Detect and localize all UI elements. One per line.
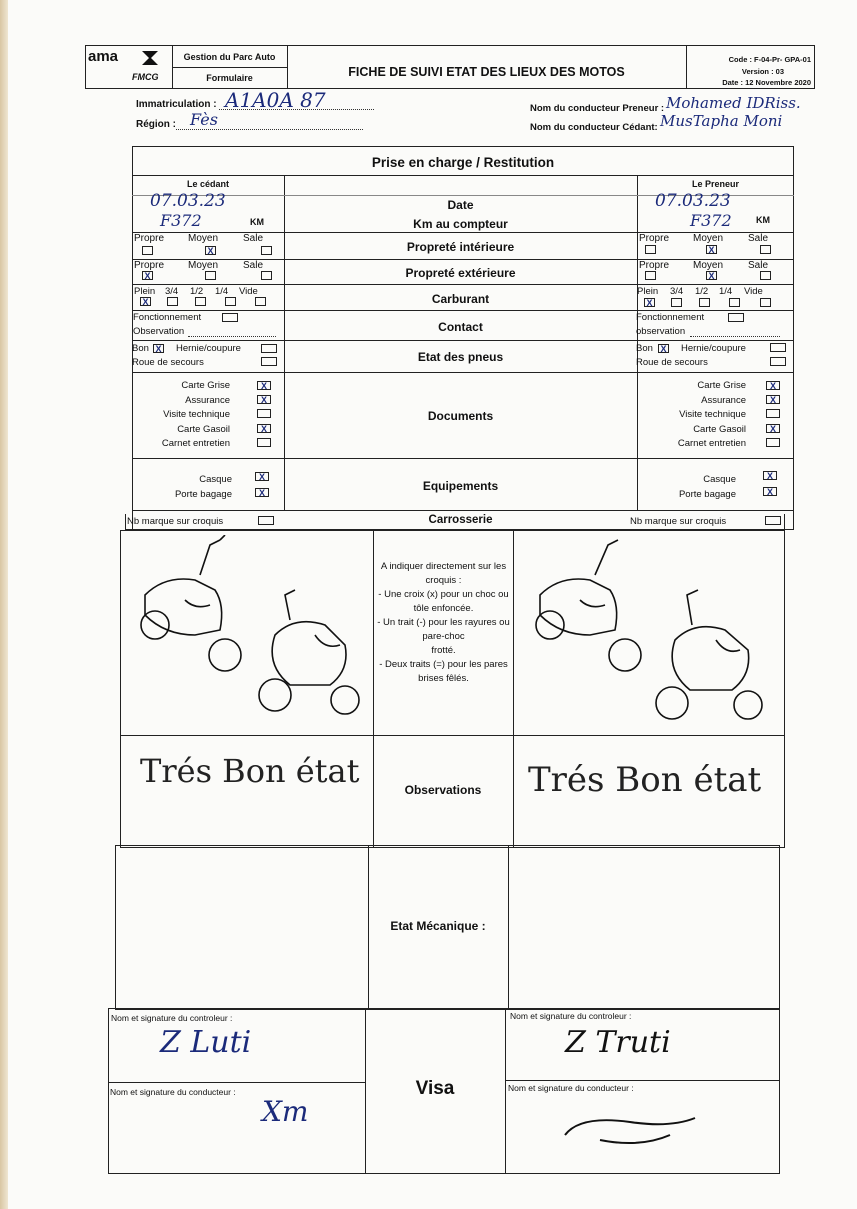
doc-type: Formulaire bbox=[206, 73, 253, 83]
right-controleur-label: Nom et signature du controleur : bbox=[510, 1011, 632, 1021]
pneus-label: Etat des pneus bbox=[417, 350, 504, 364]
left-ext-moyen-checkbox[interactable] bbox=[205, 271, 216, 280]
left-carte-grise-checkbox[interactable]: X bbox=[257, 381, 271, 390]
cedant-label: Nom du conducteur Cédant: bbox=[530, 122, 658, 133]
preneur-header: Le Preneur bbox=[691, 179, 740, 189]
cedant-header: Le cédant bbox=[186, 179, 229, 189]
right-fuel-plein-checkbox[interactable]: X bbox=[644, 298, 655, 307]
right-porte-bagage-label: Porte bagage bbox=[678, 489, 736, 500]
right-contact-checkbox[interactable] bbox=[728, 313, 744, 322]
right-ext-sale-checkbox[interactable] bbox=[760, 271, 771, 280]
left-assurance-checkbox[interactable]: X bbox=[257, 395, 271, 404]
department: Gestion du Parc Auto bbox=[183, 52, 276, 62]
proprete-ext-label: Propreté extérieure bbox=[405, 266, 516, 280]
right-pneu-hernie-checkbox[interactable] bbox=[770, 343, 786, 352]
immat-value: A1A0A 87 bbox=[225, 88, 326, 112]
right-observation-text: Trés Bon état bbox=[528, 760, 762, 800]
equipements-label: Equipements bbox=[422, 479, 499, 493]
left-conducteur-signature: Xm bbox=[262, 1095, 309, 1128]
left-controleur-label: Nom et signature du controleur : bbox=[111, 1013, 233, 1023]
doc-date: Date : 12 Novembre 2020 bbox=[722, 78, 811, 87]
cedant-value: MusTapha Moni bbox=[660, 112, 783, 130]
right-assurance-checkbox[interactable]: X bbox=[766, 395, 780, 404]
right-conducteur-signature bbox=[560, 1110, 700, 1150]
left-casque-checkbox[interactable]: X bbox=[255, 472, 269, 481]
right-pneu-bon-checkbox[interactable]: X bbox=[658, 344, 669, 353]
doc-version: Version : 03 bbox=[741, 67, 784, 76]
preneur-date: 07.03.23 bbox=[655, 191, 731, 211]
right-fuel-vide-checkbox[interactable] bbox=[760, 298, 771, 307]
right-porte-bagage-checkbox[interactable]: X bbox=[763, 487, 777, 496]
right-docs-list bbox=[650, 379, 746, 452]
right-carte-grise-checkbox[interactable]: X bbox=[766, 381, 780, 390]
right-conducteur-label: Nom et signature du conducteur : bbox=[508, 1083, 634, 1093]
right-roue-secours-checkbox[interactable] bbox=[770, 357, 786, 366]
right-gasoil-checkbox[interactable]: X bbox=[766, 424, 780, 433]
contact-label: Contact bbox=[438, 320, 483, 334]
right-carnet-checkbox[interactable] bbox=[766, 438, 780, 447]
region-value: Fès bbox=[190, 110, 218, 129]
preneur-label: Nom du conducteur Preneur : bbox=[530, 103, 665, 114]
right-visite-checkbox[interactable] bbox=[766, 409, 780, 418]
left-observation-text: Trés Bon état bbox=[140, 752, 360, 790]
right-doc-assurance: Assurance bbox=[701, 394, 746, 406]
cedant-km: F372 bbox=[160, 211, 202, 230]
left-fuel-12-checkbox[interactable] bbox=[195, 297, 206, 306]
immat-label: Immatriculation : bbox=[136, 99, 217, 110]
right-fuel-12-checkbox[interactable] bbox=[699, 298, 710, 307]
right-casque-label: Casque bbox=[703, 474, 736, 485]
left-int-propre-checkbox[interactable] bbox=[142, 246, 153, 255]
left-conducteur-label: Nom et signature du conducteur : bbox=[110, 1087, 236, 1097]
left-visite-checkbox[interactable] bbox=[257, 409, 271, 418]
left-doc-carnet: Carnet entretien bbox=[161, 438, 230, 449]
right-int-sale-checkbox[interactable] bbox=[760, 245, 771, 254]
right-doc-gasoil: Carte Gasoil bbox=[693, 423, 746, 435]
right-doc-carte-grise: Carte Grise bbox=[697, 380, 746, 391]
doc-code: Code : F-04-Pr- GPA-01 bbox=[728, 55, 811, 64]
documents-label: Documents bbox=[427, 409, 494, 423]
left-controleur-signature: Z Luti bbox=[160, 1025, 252, 1060]
carburant-label: Carburant bbox=[431, 292, 490, 306]
observations-label: Observations bbox=[404, 783, 482, 797]
right-doc-visite: Visite technique bbox=[679, 409, 746, 420]
left-carnet-checkbox[interactable] bbox=[257, 438, 271, 447]
left-nb-marque-checkbox[interactable] bbox=[258, 516, 274, 525]
right-controleur-signature: Z Truti bbox=[565, 1025, 671, 1060]
right-scooter-sketch bbox=[520, 535, 780, 730]
region-label: Région : bbox=[136, 119, 176, 130]
left-ext-sale-checkbox[interactable] bbox=[261, 271, 272, 280]
left-fuel-14-checkbox[interactable] bbox=[225, 297, 236, 306]
carrosserie-label: Carrosserie bbox=[428, 514, 493, 526]
left-fuel-34-checkbox[interactable] bbox=[167, 297, 178, 306]
left-int-sale-checkbox[interactable] bbox=[261, 246, 272, 255]
left-doc-visite: Visite technique bbox=[163, 409, 230, 420]
left-docs-list bbox=[134, 379, 230, 452]
preneur-value: Mohamed IDRiss. bbox=[666, 94, 801, 112]
paper-edge bbox=[0, 0, 8, 1209]
left-scooter-sketch bbox=[125, 535, 370, 730]
doc-title: FICHE DE SUIVI ETAT DES LIEUX DES MOTOS bbox=[348, 65, 625, 79]
proprete-int-label: Propreté intérieure bbox=[406, 240, 515, 254]
right-ext-propre-checkbox[interactable] bbox=[645, 271, 656, 280]
visa-label: Visa bbox=[415, 1078, 455, 1099]
km-label: Km au compteur bbox=[413, 217, 508, 231]
left-doc-assurance: Assurance bbox=[185, 394, 230, 406]
right-nb-marque-checkbox[interactable] bbox=[765, 516, 781, 525]
preneur-km: F372 bbox=[690, 211, 732, 230]
left-doc-carte-grise: Carte Grise bbox=[181, 380, 230, 391]
left-int-moyen-checkbox[interactable]: X bbox=[205, 246, 216, 255]
left-casque-label: Casque bbox=[199, 474, 232, 485]
right-casque-checkbox[interactable]: X bbox=[763, 471, 777, 480]
left-gasoil-checkbox[interactable]: X bbox=[257, 424, 271, 433]
right-int-propre-checkbox[interactable] bbox=[645, 245, 656, 254]
right-int-moyen-checkbox[interactable]: X bbox=[706, 245, 717, 254]
right-doc-carnet: Carnet entretien bbox=[677, 438, 746, 449]
right-fuel-14-checkbox[interactable] bbox=[729, 298, 740, 307]
cedant-date: 07.03.23 bbox=[150, 191, 226, 211]
company-logo: ama FMCG bbox=[88, 48, 159, 82]
right-ext-moyen-checkbox[interactable]: X bbox=[706, 271, 717, 280]
left-fuel-vide-checkbox[interactable] bbox=[255, 297, 266, 306]
table-heading: Prise en charge / Restitution bbox=[371, 155, 555, 170]
left-doc-gasoil: Carte Gasoil bbox=[177, 423, 230, 435]
croquis-instructions: A indiquer directement sur les croquis : - Une croix (x) pour un choc ou tôle enfoncée. - Un trait (-) pour les rayures ou pare-choc frotté. - Deux traits (=) pour les pares brises fêlés. bbox=[377, 561, 510, 684]
etat-mecanique-label: Etat Mécanique : bbox=[390, 919, 486, 933]
left-pneu-hernie-checkbox[interactable] bbox=[261, 344, 277, 353]
left-contact-checkbox[interactable] bbox=[222, 313, 238, 322]
left-ext-propre-checkbox[interactable]: X bbox=[142, 271, 153, 280]
left-pneu-bon-checkbox[interactable]: X bbox=[153, 344, 164, 353]
right-fuel-34-checkbox[interactable] bbox=[671, 298, 682, 307]
date-label: Date bbox=[447, 198, 474, 212]
left-porte-bagage-checkbox[interactable]: X bbox=[255, 488, 269, 497]
left-roue-secours-checkbox[interactable] bbox=[261, 357, 277, 366]
left-porte-bagage-label: Porte bagage bbox=[174, 489, 232, 500]
left-fuel-plein-checkbox[interactable]: X bbox=[140, 297, 151, 306]
